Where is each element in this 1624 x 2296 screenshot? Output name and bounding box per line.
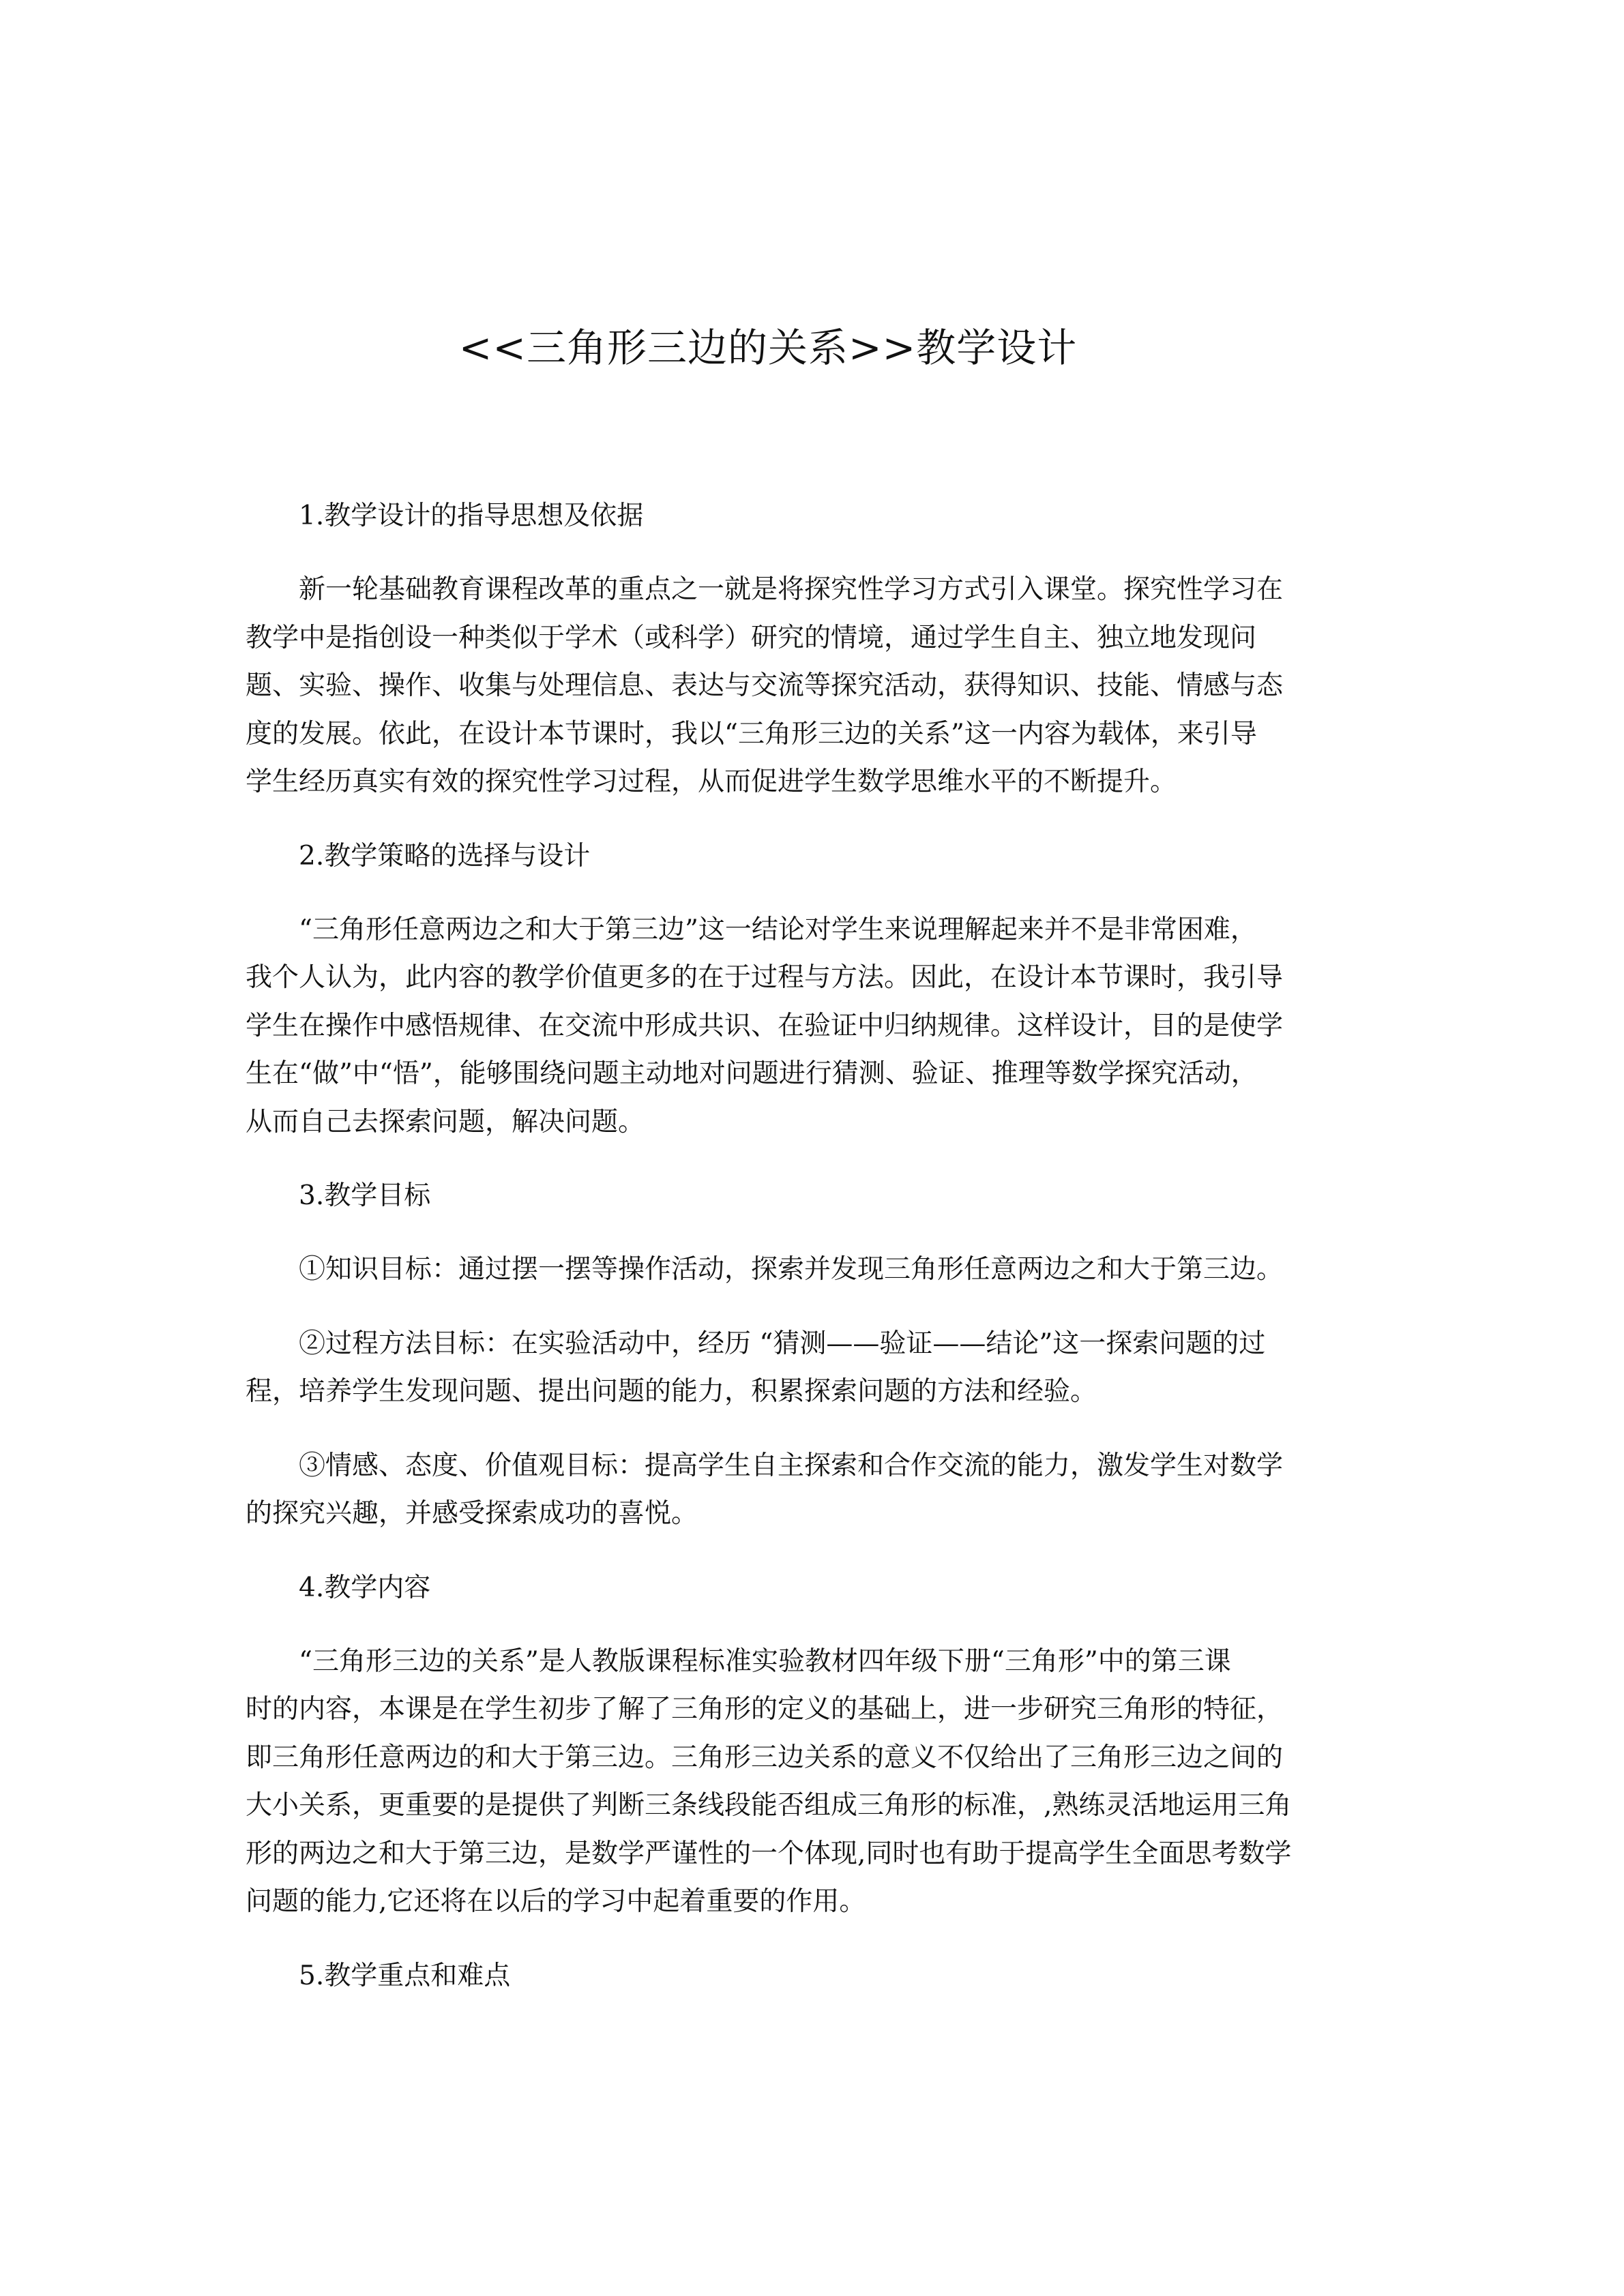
text-line: 学生在操作中感悟规律、在交流中形成共识、在验证中归纳规律。这样设计，目的是使学 xyxy=(246,1010,1284,1041)
text-line: 即三角形任意两边的和大于第三边。三角形三边关系的意义不仅给出了三角形三边之间的 xyxy=(246,1742,1284,1773)
paragraph xyxy=(246,1320,1378,1416)
text-line: 问题的能力,它还将在以后的学习中起着重要的作用。 xyxy=(246,1886,866,1917)
section-heading: 3.教学目标 xyxy=(299,1180,431,1211)
section-heading: 2.教学策略的选择与设计 xyxy=(299,840,591,871)
paragraph xyxy=(246,1246,1378,1294)
paragraph xyxy=(246,906,1378,1147)
text-line: “三角形任意两边之和大于第三边”这一结论对学生来说理解起来并不是非常困难， xyxy=(299,914,1257,945)
text-line: 的探究兴趣，并感受探索成功的喜悦。 xyxy=(246,1498,698,1529)
text-line: 形的两边之和大于第三边，是数学严谨性的一个体现,同时也有助于提高学生全面思考数学 xyxy=(246,1838,1292,1869)
paragraph xyxy=(246,1442,1378,1538)
text-line: 从而自己去探索问题，解决问题。 xyxy=(246,1106,645,1137)
text-line: 生在“做”中“悟”，能够围绕问题主动地对问题进行猜测、验证、推理等数学探究活动， xyxy=(246,1058,1258,1089)
text-line: 大小关系，更重要的是提供了判断三条线段能否组成三角形的标准，,熟练灵活地运用三角 xyxy=(246,1790,1292,1821)
text-line: ①知识目标：通过摆一摆等操作活动，探索并发现三角形任意两边之和大于第三边。 xyxy=(299,1254,1284,1285)
text-line: 题、实验、操作、收集与处理信息、表达与交流等探究活动，获得知识、技能、情感与态 xyxy=(246,670,1284,701)
section-heading: 1.教学设计的指导思想及依据 xyxy=(299,501,644,531)
paragraph xyxy=(246,1638,1378,1926)
text-line: 教学中是指创设一种类似于学术（或科学）研究的情境，通过学生自主、独立地发现问 xyxy=(246,622,1257,653)
document-title: <<三角形三边的关系>>教学设计 xyxy=(458,325,1078,371)
paragraph xyxy=(246,566,1378,807)
section-heading: 5.教学重点和难点 xyxy=(299,1960,511,1991)
text-line: 度的发展。依此，在设计本节课时，我以“三角形三边的关系”这一内容为载体，来引导 xyxy=(246,718,1257,749)
document-body xyxy=(246,492,1378,2026)
text-line: ③情感、态度、价值观目标：提高学生自主探索和合作交流的能力，激发学生对数学 xyxy=(299,1450,1284,1481)
text-line: ②过程方法目标：在实验活动中，经历 “猜测——验证——结论”这一探索问题的过 xyxy=(299,1328,1266,1359)
text-line: 学生经历真实有效的探究性学习过程，从而促进学生数学思维水平的不断提升。 xyxy=(246,766,1177,797)
text-line: 程，培养学生发现问题、提出问题的能力，积累探索问题的方法和经验。 xyxy=(246,1376,1097,1407)
section-heading: 4.教学内容 xyxy=(299,1572,431,1603)
text-line: 时的内容，本课是在学生初步了解了三角形的定义的基础上，进一步研究三角形的特征， xyxy=(246,1694,1284,1725)
text-line: 我个人认为，此内容的教学价值更多的在于过程与方法。因此，在设计本节课时，我引导 xyxy=(246,962,1284,993)
text-line: “三角形三边的关系”是人教版课程标准实验教材四年级下册“三角形”中的第三课 xyxy=(299,1645,1231,1677)
text-line: 新一轮基础教育课程改革的重点之一就是将探究性学习方式引入课堂。探究性学习在 xyxy=(299,574,1284,605)
